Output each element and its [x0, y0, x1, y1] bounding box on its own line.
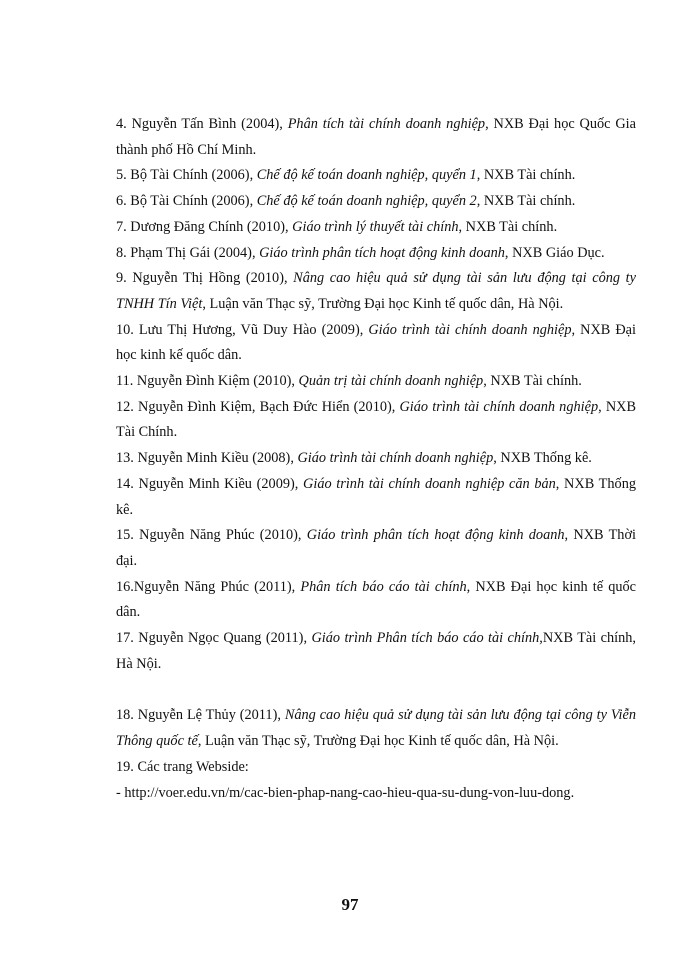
reference-item: 4. Nguyễn Tấn Bình (2004), Phân tích tài chính doanh nghiệp, NXB Đại học Quốc Gia thành phố Hồ Chí Minh. — [116, 116, 636, 158]
reference-title: Phân tích tài chính doanh nghiệp — [287, 116, 486, 132]
reference-item: 17. Nguyễn Ngọc Quang (2011), Giáo trình Phân tích báo cáo tài chính,NXB Tài chính, Hà Nội. — [116, 630, 636, 672]
reference-item: 15. Nguyễn Năng Phúc (2010), Giáo trình phân tích hoạt động kinh doanh, NXB Thời đại. — [116, 527, 636, 569]
reference-item: 14. Nguyễn Minh Kiều (2009), Giáo trình tài chính doanh nghiệp căn bản, NXB Thống kê. — [116, 475, 636, 518]
reference-title: Giáo trình tài chính doanh nghiệp — [368, 321, 572, 338]
reference-item: 10. Lưu Thị Hương, Vũ Duy Hào (2009), Giáo trình tài chính doanh nghiệp, NXB Đại học kinh kế quốc dân. — [116, 321, 636, 364]
reference-title: Chế độ kế toán doanh nghiệp, quyển 2 — [256, 193, 477, 210]
reference-title: Giáo trình phân tích hoạt động kinh doanh — [259, 244, 505, 261]
reference-title: Nâng cao hiệu quả sử dụng tài sản lưu động tại công ty Viễn Thông quốc tế — [116, 707, 636, 750]
reference-title: Nâng cao hiệu quả sử dụng tài sản lưu động tại công ty TNHH Tín Việt — [116, 270, 636, 312]
reference-title: Giáo trình tài chính doanh nghiệp — [297, 450, 494, 467]
reference-title: Quản trị tài chính doanh nghiệp — [298, 373, 484, 390]
reference-list — [116, 112, 636, 806]
reference-title: Phân tích báo cáo tài chính — [300, 578, 467, 595]
reference-item: 6. Bộ Tài Chính (2006), Chế độ kế toán doanh nghiệp, quyển 2, NXB Tài chính. — [116, 193, 576, 210]
page-number: 97 — [341, 895, 359, 914]
reference-item: 18. Nguyễn Lệ Thủy (2011), Nâng cao hiệu quả sử dụng tài sản lưu động tại công ty Viễn Thông quốc tế, Luận văn Thạc sỹ, Trường Đại học Kinh tế quốc dân, Hà Nội. — [116, 707, 636, 750]
reference-item: 16.Nguyễn Năng Phúc (2011), Phân tích báo cáo tài chính, NXB Đại học kinh tế quốc dân. — [116, 578, 636, 621]
reference-title: Giáo trình phân tích hoạt động kinh doanh — [306, 527, 565, 544]
reference-item: 11. Nguyễn Đình Kiệm (2010), Quản trị tài chính doanh nghiệp, NXB Tài chính. — [116, 373, 582, 390]
reference-item: 8. Phạm Thị Gái (2004), Giáo trình phân tích hoạt động kinh doanh, NXB Giáo Dục. — [116, 244, 605, 261]
reference-title: Giáo trình lý thuyết tài chính — [292, 218, 459, 235]
reference-title: Giáo trình tài chính doanh nghiệp căn bản — [303, 475, 556, 492]
reference-item: 9. Nguyễn Thị Hồng (2010), Nâng cao hiệu quả sử dụng tài sản lưu động tại công ty TNHH Tín Việt, Luận văn Thạc sỹ, Trường Đại học Kinh tế quốc dân, Hà Nội. — [116, 270, 636, 312]
reference-title: Chế độ kế toán doanh nghiệp, quyển 1 — [256, 167, 477, 184]
reference-title: Giáo trình tài chính doanh nghiệp — [399, 398, 599, 415]
reference-item: 13. Nguyễn Minh Kiều (2008), Giáo trình tài chính doanh nghiệp, NXB Thống kê. — [116, 450, 592, 467]
reference-title: Giáo trình Phân tích báo cáo tài chính — [311, 630, 540, 647]
reference-item: 12. Nguyễn Đình Kiệm, Bạch Đức Hiển (2010), Giáo trình tài chính doanh nghiệp, NXB Tài Chính. — [116, 398, 637, 441]
websites-heading: 19. Các trang Webside: — [116, 758, 249, 775]
reference-item: 7. Dương Đăng Chính (2010), Giáo trình lý thuyết tài chính, NXB Tài chính. — [116, 218, 558, 235]
website-link[interactable]: - http://voer.edu.vn/m/cac-bien-phap-nang-cao-hieu-qua-su-dung-von-luu-dong. — [116, 784, 575, 801]
reference-item: 5. Bộ Tài Chính (2006), Chế độ kế toán doanh nghiệp, quyển 1, NXB Tài chính. — [116, 167, 576, 184]
